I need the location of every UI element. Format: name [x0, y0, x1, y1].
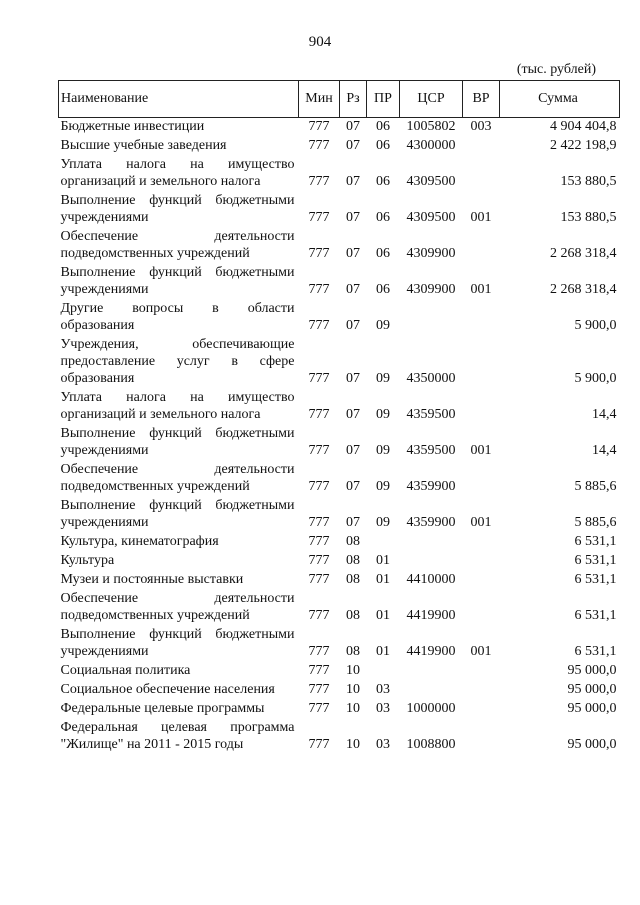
row-vr: 003: [470, 119, 492, 134]
row-name: Уплата налога на имущество организаций и земельного налога: [60, 390, 295, 422]
table-row: [59, 300, 620, 336]
row-rz: 10: [346, 737, 360, 752]
row-rz: 07: [346, 246, 360, 261]
row-sum: 14,4: [592, 443, 617, 458]
row-rz: 07: [346, 174, 360, 189]
row-pr: 09: [376, 479, 390, 494]
row-name: Обеспечение деятельности подведомственных учреждений: [60, 462, 295, 494]
row-rz: 08: [346, 608, 360, 623]
table-row: [59, 192, 620, 228]
row-min: 777: [308, 138, 330, 153]
row-min: 777: [308, 644, 330, 659]
row-vr: [463, 228, 500, 264]
row-csr: 4300000: [406, 138, 456, 153]
row-rz: 10: [346, 682, 360, 697]
row-min: 777: [308, 282, 330, 297]
row-rz: 07: [346, 210, 360, 225]
row-name: Музеи и постоянные выставки: [60, 572, 244, 587]
table-row: [59, 137, 620, 156]
row-vr: [463, 300, 500, 336]
row-name: Другие вопросы в области образования: [60, 301, 295, 333]
row-name: Обеспечение деятельности подведомственных учреждений: [60, 591, 295, 623]
row-sum: 95 000,0: [567, 701, 617, 716]
header-name: Наименование: [59, 81, 299, 118]
row-pr: 06: [376, 174, 390, 189]
table-row: [59, 264, 620, 300]
row-pr: 06: [376, 138, 390, 153]
row-vr: [463, 719, 500, 755]
row-csr: 4410000: [406, 572, 456, 587]
row-name: Выполнение функций бюджетными учреждениями: [60, 627, 295, 659]
row-csr: [400, 681, 463, 700]
row-pr: 09: [376, 515, 390, 530]
row-sum: 5 885,6: [574, 479, 617, 494]
table-body: [59, 118, 620, 756]
row-vr: [463, 552, 500, 571]
row-name: Культура, кинематография: [60, 534, 219, 549]
row-min: 777: [308, 479, 330, 494]
row-vr: 001: [470, 644, 492, 659]
table-row: [59, 156, 620, 192]
table-row: [59, 552, 620, 571]
row-vr: [463, 533, 500, 552]
row-name: Выполнение функций бюджетными учреждениями: [60, 265, 295, 297]
row-min: 777: [308, 663, 330, 678]
table-row: [59, 662, 620, 681]
row-sum: 5 900,0: [574, 371, 617, 386]
row-sum: 6 531,1: [574, 534, 617, 549]
table-row: [59, 425, 620, 461]
row-name: Выполнение функций бюджетными учреждениями: [60, 498, 295, 530]
table-row: [59, 590, 620, 626]
row-min: 777: [308, 534, 330, 549]
row-rz: 10: [346, 701, 360, 716]
row-name: Социальная политика: [60, 663, 191, 678]
row-rz: 08: [346, 572, 360, 587]
row-sum: 153 880,5: [560, 174, 617, 189]
row-csr: 4359900: [406, 479, 456, 494]
row-min: 777: [308, 515, 330, 530]
row-vr: [463, 681, 500, 700]
row-min: 777: [308, 318, 330, 333]
header-rz: Рз: [340, 81, 367, 118]
row-name: Выполнение функций бюджетными учреждениями: [60, 426, 295, 458]
row-min: 777: [308, 737, 330, 752]
header-csr: ЦСР: [400, 81, 463, 118]
row-rz: 07: [346, 282, 360, 297]
row-pr: 09: [376, 443, 390, 458]
row-csr: 4309500: [406, 210, 456, 225]
row-rz: 07: [346, 138, 360, 153]
row-pr: 01: [376, 572, 390, 587]
row-name: Высшие учебные заведения: [60, 138, 227, 153]
row-csr: 4309900: [406, 282, 456, 297]
table-row: [59, 461, 620, 497]
table-row: [59, 228, 620, 264]
row-name: Социальное обеспечение населения: [60, 682, 275, 697]
row-sum: 14,4: [592, 407, 617, 422]
row-name: Обеспечение деятельности подведомственных учреждений: [60, 229, 295, 261]
row-csr: 4419900: [406, 608, 456, 623]
row-rz: 07: [346, 119, 360, 134]
budget-table: [58, 80, 620, 755]
row-sum: 6 531,1: [574, 572, 617, 587]
row-vr: [463, 590, 500, 626]
row-name: Выполнение функций бюджетными учреждениями: [60, 193, 295, 225]
header-sum: Сумма: [500, 81, 620, 118]
row-sum: 95 000,0: [567, 737, 617, 752]
row-csr: [400, 533, 463, 552]
table-row: [59, 118, 620, 138]
row-pr: 03: [376, 682, 390, 697]
row-min: 777: [308, 553, 330, 568]
row-rz: 10: [346, 663, 360, 678]
row-vr: 001: [470, 210, 492, 225]
row-sum: 5 885,6: [574, 515, 617, 530]
row-vr: 001: [470, 443, 492, 458]
row-sum: 95 000,0: [567, 682, 617, 697]
row-vr: [463, 336, 500, 389]
row-pr: 09: [376, 371, 390, 386]
row-pr: 01: [376, 644, 390, 659]
row-csr: 4309500: [406, 174, 456, 189]
units-label: (тыс. рублей): [516, 62, 596, 77]
row-name: Учреждения, обеспечивающие предоставление услуг в сфере образования: [60, 337, 295, 386]
row-min: 777: [308, 682, 330, 697]
row-pr: 01: [376, 608, 390, 623]
row-csr: 4419900: [406, 644, 456, 659]
row-csr: 4359500: [406, 443, 456, 458]
row-min: 777: [308, 443, 330, 458]
row-rz: 07: [346, 443, 360, 458]
row-csr: 4359900: [406, 515, 456, 530]
row-sum: 6 531,1: [574, 553, 617, 568]
row-csr: [400, 552, 463, 571]
row-rz: 08: [346, 553, 360, 568]
row-min: 777: [308, 246, 330, 261]
row-rz: 08: [346, 644, 360, 659]
row-sum: 2 422 198,9: [550, 138, 617, 153]
row-rz: 07: [346, 407, 360, 422]
row-min: 777: [308, 119, 330, 134]
row-pr: 03: [376, 737, 390, 752]
row-vr: [463, 461, 500, 497]
header-min: Мин: [299, 81, 340, 118]
row-sum: 5 900,0: [574, 318, 617, 333]
row-sum: 6 531,1: [574, 608, 617, 623]
row-sum: 95 000,0: [567, 663, 617, 678]
table-row: [59, 497, 620, 533]
row-min: 777: [308, 407, 330, 422]
row-csr: [400, 300, 463, 336]
page-number: 904: [308, 34, 332, 50]
row-vr: 001: [470, 515, 492, 530]
row-rz: 07: [346, 318, 360, 333]
table-row: [59, 571, 620, 590]
row-min: 777: [308, 371, 330, 386]
row-pr: 06: [376, 119, 390, 134]
table-row: [59, 700, 620, 719]
row-name: Федеральная целевая программа "Жилище" на 2011 - 2015 годы: [60, 720, 295, 752]
row-vr: 001: [470, 282, 492, 297]
row-name: Федеральные целевые программы: [60, 701, 265, 716]
row-pr: [367, 662, 400, 681]
row-min: 777: [308, 608, 330, 623]
row-min: 777: [308, 701, 330, 716]
table-row: [59, 681, 620, 700]
row-pr: 06: [376, 282, 390, 297]
row-csr: 1005802: [406, 119, 456, 134]
row-csr: 4309900: [406, 246, 456, 261]
table-header-row: [59, 81, 620, 118]
row-csr: 1008800: [406, 737, 456, 752]
row-sum: 2 268 318,4: [550, 282, 617, 297]
row-pr: 06: [376, 246, 390, 261]
row-sum: 2 268 318,4: [550, 246, 617, 261]
row-vr: [463, 700, 500, 719]
row-rz: 07: [346, 479, 360, 494]
row-name: Уплата налога на имущество организаций и земельного налога: [60, 157, 295, 189]
row-csr: [400, 662, 463, 681]
row-pr: 01: [376, 553, 390, 568]
row-name: Культура: [60, 553, 115, 568]
row-vr: [463, 389, 500, 425]
row-pr: 09: [376, 318, 390, 333]
row-csr: 1000000: [406, 701, 456, 716]
row-min: 777: [308, 572, 330, 587]
row-sum: 6 531,1: [574, 644, 617, 659]
table-row: [59, 389, 620, 425]
row-csr: 4350000: [406, 371, 456, 386]
row-vr: [463, 156, 500, 192]
row-vr: [463, 662, 500, 681]
row-rz: 07: [346, 515, 360, 530]
header-vr: ВР: [463, 81, 500, 118]
table-row: [59, 626, 620, 662]
table-row: [59, 719, 620, 755]
row-pr: 09: [376, 407, 390, 422]
table-row: [59, 533, 620, 552]
table-row: [59, 336, 620, 389]
header-pr: ПР: [367, 81, 400, 118]
row-vr: [463, 137, 500, 156]
row-min: 777: [308, 210, 330, 225]
row-pr: 03: [376, 701, 390, 716]
row-min: 777: [308, 174, 330, 189]
row-rz: 08: [346, 534, 360, 549]
row-rz: 07: [346, 371, 360, 386]
row-pr: 06: [376, 210, 390, 225]
row-name: Бюджетные инвестиции: [60, 119, 205, 134]
row-sum: 4 904 404,8: [550, 119, 617, 134]
row-csr: 4359500: [406, 407, 456, 422]
row-pr: [367, 533, 400, 552]
row-sum: 153 880,5: [560, 210, 617, 225]
row-vr: [463, 571, 500, 590]
